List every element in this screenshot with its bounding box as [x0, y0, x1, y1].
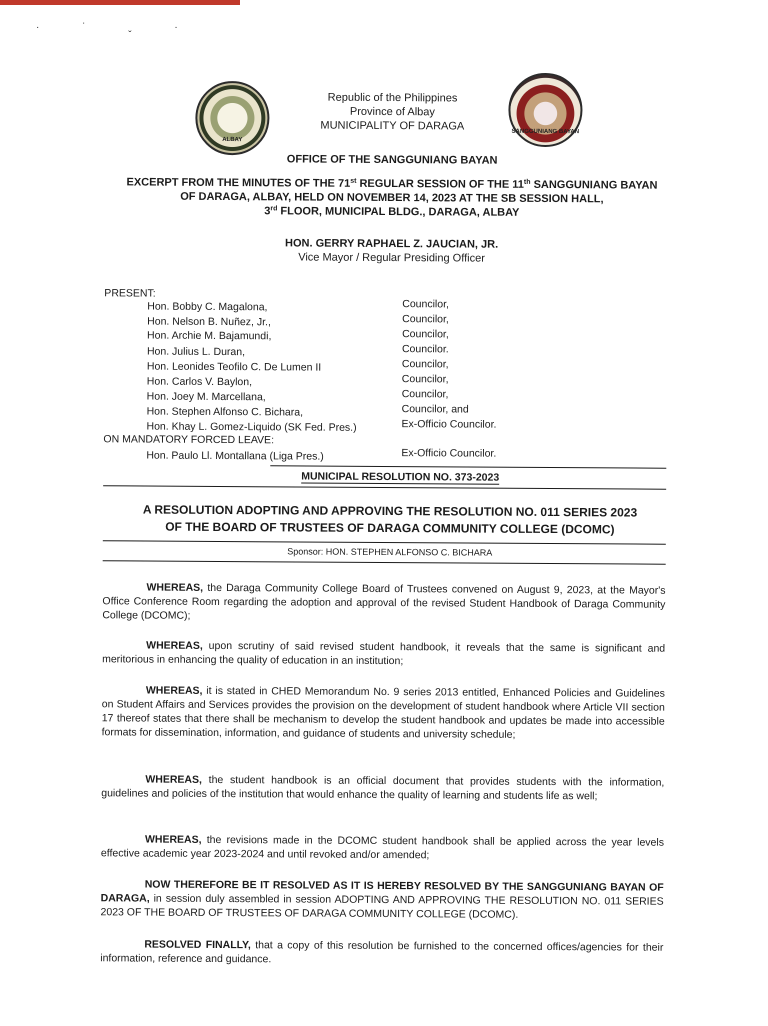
- member-role: Ex-Officio Councilor.: [401, 418, 497, 431]
- member-role: Councilor, and: [401, 403, 469, 416]
- resolved-finally-paragraph: [100, 937, 663, 968]
- paragraph-text: upon scrutiny of said revised student handbook, it reveals that the same is significant and meritorious in enhancing the quality of education in an institution;: [102, 639, 666, 668]
- header-municipality: MUNICIPALITY OF DARAGA: [320, 119, 465, 133]
- divider: [270, 465, 666, 469]
- member-role: Councilor,: [401, 388, 449, 401]
- excerpt-part-1: EXCERPT FROM THE MINUTES OF THE 71: [126, 176, 351, 190]
- paragraph-text: the Daraga Community College Board of Trustees convened on August 9, 2023, at the Mayor's Office Conference Room regarding the adoption and approval of the revised Student Handbook of Daraga Community College (DCOMC);: [102, 581, 666, 622]
- member-name: Hon. Joey M. Marcellana,: [146, 390, 266, 404]
- member-name: Hon. Carlos V. Baylon,: [146, 375, 253, 389]
- paragraph-text: it is stated in CHED Memorandum No. 9 series 2013 entitled, Enhanced Policies and Guidelines on Student Affairs and Services provides the provision on the development of student handbook where Article VII section 17 thereof states that there shall be mechanism to develop the student handbook and updates be made into accessible formats for dissemination, information, and guidance of students and university schedule;: [101, 684, 665, 741]
- excerpt-sup-1: st: [350, 177, 357, 185]
- seal-right-caption: SANGGUNIANG BAYAN: [511, 128, 580, 136]
- seal-left-caption: ALBAY: [222, 137, 243, 144]
- member-name: Hon. Julius L. Duran,: [146, 345, 246, 359]
- present-label: PRESENT:: [104, 287, 156, 300]
- header-country: Republic of the Philippines: [327, 91, 458, 105]
- scan-specks: · ˈ ˬ ·: [36, 22, 198, 33]
- paragraph-text: the student handbook is an official document that provides students with the information, guidelines and policies of the institution that would enhance the quality of learning and students life as well;: [101, 773, 665, 803]
- excerpt-sup-2: th: [523, 178, 531, 186]
- member-role: Councilor.: [401, 343, 449, 356]
- member-name: Hon. Stephen Alfonso C. Bichara,: [146, 405, 304, 419]
- paragraph-lead: WHEREAS,: [144, 833, 202, 846]
- whereas-paragraph: [101, 832, 664, 863]
- excerpt-line-2: OF DARAGA, ALBAY, HELD ON NOVEMBER 14, 2023 AT THE SB SESSION HALL,: [180, 190, 604, 206]
- municipality-seal-icon: [195, 81, 269, 155]
- divider: [103, 560, 666, 565]
- paragraph-text: in session duly assembled in session ADOPTING AND APPROVING THE RESOLUTION NO. 011 SERIES 2023 OF THE BOARD OF TRUSTEES OF DARAGA COMMUNITY COLLEGE (DCOMC).: [100, 892, 664, 921]
- resolution-number-text: MUNICIPAL RESOLUTION NO. 373-2023: [301, 470, 500, 484]
- excerpt-line-3: [82, 203, 702, 221]
- member-role: Councilor,: [401, 373, 449, 386]
- leave-member-role: Ex-Officio Councilor.: [401, 447, 497, 460]
- excerpt-part-2: REGULAR SESSION OF THE 11: [356, 177, 524, 191]
- whereas-paragraph: [101, 772, 664, 803]
- excerpt-line-3b: FLOOR, MUNICIPAL BLDG., DARAGA, ALBAY: [277, 205, 520, 219]
- resolved-paragraph: [101, 877, 664, 922]
- whereas-paragraph: [102, 683, 665, 742]
- resolution-title-line-2: OF THE BOARD OF TRUSTEES OF DARAGA COMMUNITY COLLEGE (DCOMC): [165, 519, 615, 537]
- member-role: Councilor,: [402, 298, 450, 311]
- whereas-paragraph: [102, 580, 665, 625]
- presiding-officer-title: Vice Mayor / Regular Presiding Officer: [298, 251, 485, 265]
- paragraph-lead: WHEREAS,: [145, 773, 202, 786]
- excerpt-line-3-sup: rd: [270, 205, 278, 213]
- member-name: Hon. Archie M. Bajamundi,: [147, 329, 272, 343]
- divider: [103, 485, 666, 490]
- member-name: Hon. Bobby C. Magalona,: [147, 300, 268, 314]
- leave-label: ON MANDATORY FORCED LEAVE:: [103, 433, 275, 447]
- paragraph-lead: RESOLVED FINALLY,: [144, 938, 251, 952]
- member-name: Hon. Khay L. Gomez-Liquido (SK Fed. Pres.): [146, 420, 357, 434]
- paragraph-text: the revisions made in the DCOMC student handbook shall be applied across the year levels effective academic year 2023-2024 and until revoked and/or amended;: [100, 833, 665, 862]
- paragraph-text: that a copy of this resolution be furnished to the concerned offices/agencies for their information, reference and guidance.: [100, 939, 664, 966]
- paragraph-lead: WHEREAS,: [146, 639, 203, 652]
- paragraph-lead: NOW THEREFORE BE IT RESOLVED AS IT IS HEREBY RESOLVED BY THE SANGGUNIANG BAYAN OF DARAGA,: [100, 878, 664, 905]
- member-name: Hon. Nelson B. Nuñez, Jr.,: [147, 315, 271, 329]
- resolution-title-line-1: A RESOLUTION ADOPTING AND APPROVING THE RESOLUTION NO. 011 SERIES 2023: [142, 502, 638, 520]
- header-province: Province of Albay: [349, 105, 435, 119]
- excerpt-line-3a: 3: [264, 205, 271, 218]
- member-role: Councilor,: [401, 358, 449, 371]
- sponsor-line: Sponsor: HON. STEPHEN ALFONSO C. BICHARA: [287, 546, 493, 558]
- member-role: Councilor,: [402, 328, 449, 341]
- whereas-paragraph: [102, 638, 665, 669]
- resolution-number: [270, 469, 530, 485]
- leave-member-name: Hon. Paulo Ll. Montallana (Liga Pres.): [146, 449, 324, 463]
- office-title: OFFICE OF THE SANGGUNIANG BAYAN: [286, 153, 498, 167]
- paragraph-lead: WHEREAS,: [146, 581, 204, 594]
- member-name: Hon. Leonides Teofilo C. De Lumen II: [146, 360, 322, 374]
- excerpt-part-3: SANGGUNIANG BAYAN: [530, 178, 658, 192]
- paragraph-lead: WHEREAS,: [145, 684, 203, 697]
- presiding-officer-name: HON. GERRY RAPHAEL Z. JAUCIAN, JR.: [285, 237, 499, 251]
- member-role: Councilor,: [402, 313, 449, 326]
